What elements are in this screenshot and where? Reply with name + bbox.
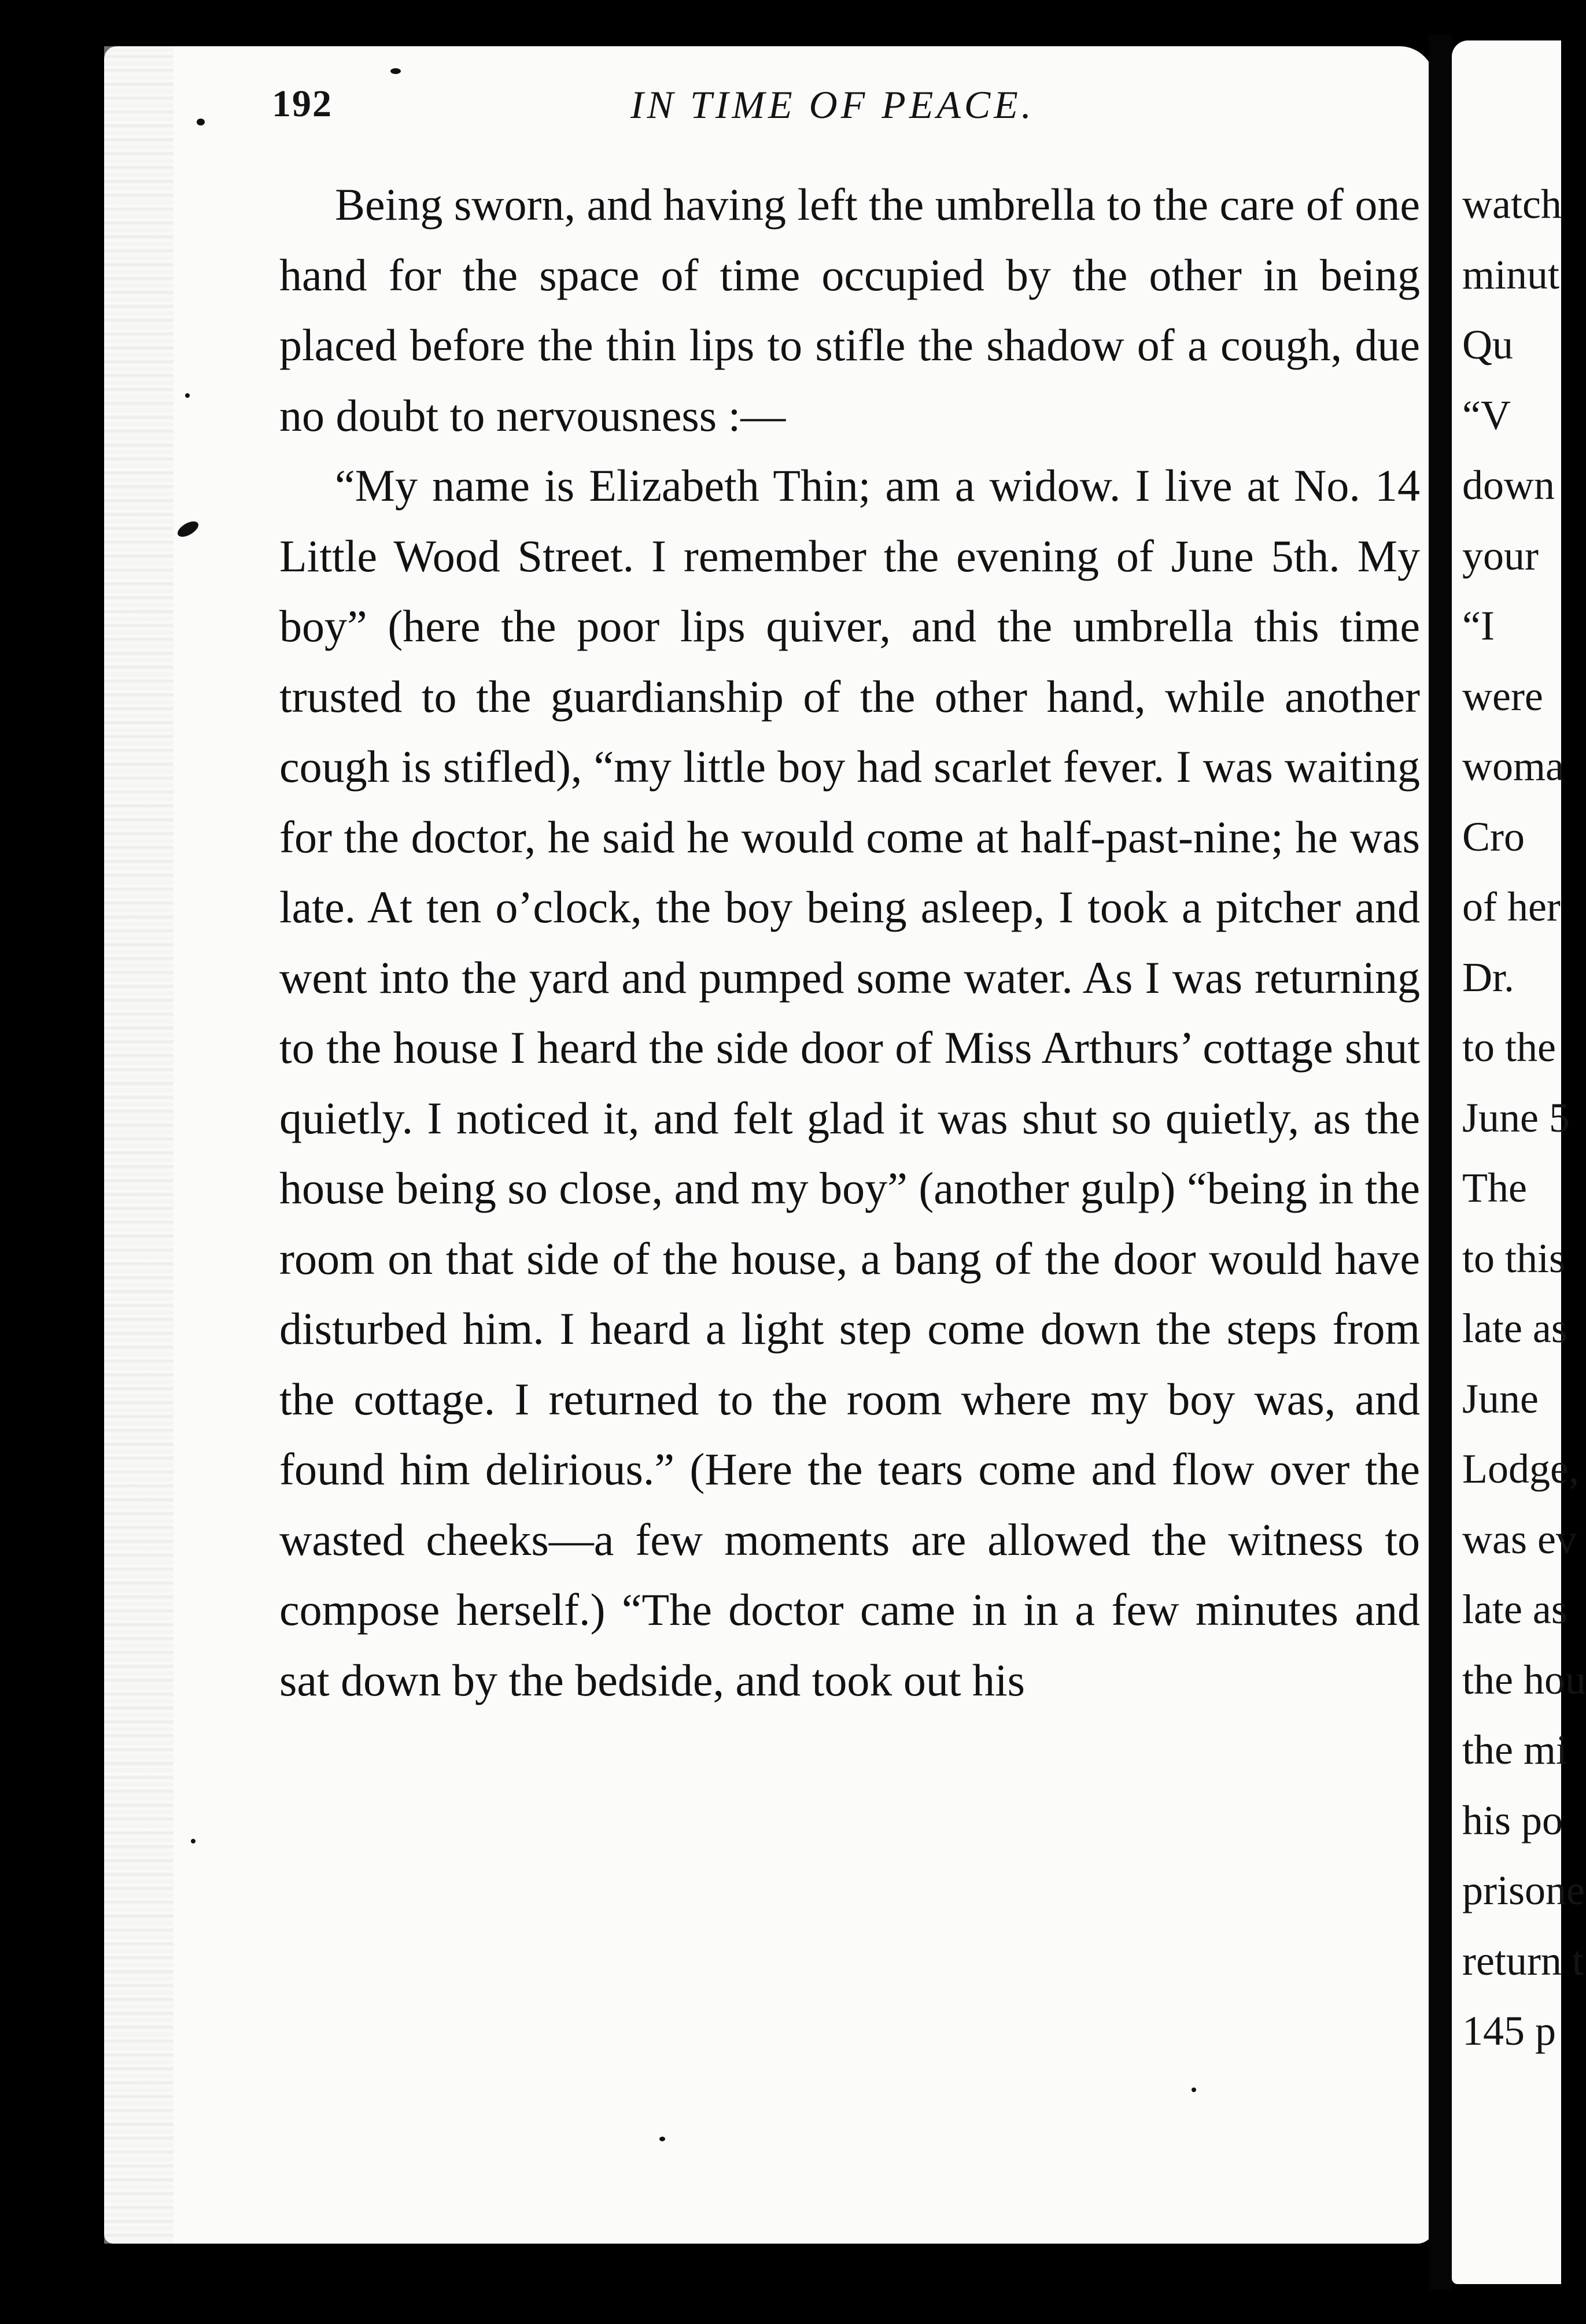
facing-line: prisone	[1462, 1867, 1585, 1913]
facing-line: the hou	[1462, 1656, 1586, 1703]
facing-line: watch	[1462, 181, 1562, 227]
facing-line: to this	[1462, 1235, 1566, 1281]
page-header	[272, 75, 1400, 139]
facing-line: late as	[1462, 1586, 1567, 1632]
facing-line: “I	[1462, 603, 1495, 649]
page-number: 192	[272, 83, 333, 125]
facing-line: his po	[1462, 1797, 1563, 1843]
facing-line: 145 p	[1462, 2008, 1556, 2054]
facing-line: down	[1462, 462, 1555, 508]
facing-line: Cro	[1462, 813, 1525, 860]
facing-page-text	[1462, 169, 1586, 2067]
running-head: IN TIME OF PEACE.	[630, 83, 1035, 127]
facing-line: woma	[1462, 743, 1564, 789]
facing-line: to the	[1462, 1024, 1556, 1070]
facing-line: late as	[1462, 1305, 1567, 1351]
facing-line: June 5	[1462, 1094, 1570, 1141]
page-body-text	[279, 169, 1420, 1715]
facing-line: Dr.	[1462, 954, 1514, 1000]
facing-line: minut	[1462, 251, 1560, 298]
book-gutter	[1429, 35, 1452, 2290]
facing-line: the mi	[1462, 1727, 1567, 1773]
paragraph-1: Being sworn, and having left the umbrella to the care of one hand for the space of time occupied by the other in being placed before the thin lips to stifle the shadow of a cough, due no doubt to nervousness :—	[279, 179, 1420, 441]
facing-line: your	[1462, 532, 1539, 579]
scan-speck	[185, 393, 190, 398]
scan-speck	[390, 68, 401, 74]
page-edge-shading	[104, 46, 174, 2244]
facing-line: was ev	[1462, 1516, 1577, 1562]
scan-speck	[191, 1839, 196, 1843]
paragraph-2: “My name is Elizabeth Thin; am a widow. I live at No. 14 Little Wood Street. I remember the evening of June 5th. My boy” (here the poor lips quiver, and the umbrella this time trusted to the guardianship of the other hand, while another cough is stifled), “my little boy had scarlet fever. I was waiting for the doctor, he said he would come at half-past-nine; he was late. At ten o’clock, the boy being asleep, I took a pitcher and went into the yard and pumped some water. As I was returning to the house I heard the side door of Miss Arthurs’ cottage shut quietly. I noticed it, and felt glad it was shut so quietly, as the house being so close, and my boy” (another gulp) “being in the room on that side of the house, a bang of the door would have disturbed him. I heard a light step come down the steps from the cottage. I returned to the room where my boy was, and found him delirious.” (Here the tears come and flow over the wasted cheeks—a few moments are allowed the witness to compose herself.) “The doctor came in in a few minutes and sat down by the bedside, and took out his	[279, 460, 1420, 1705]
facing-line: of her	[1462, 884, 1561, 930]
scan-speck	[197, 119, 205, 125]
facing-line: were	[1462, 673, 1543, 719]
facing-line: The	[1462, 1165, 1527, 1211]
scan-speck	[1192, 2087, 1196, 2092]
facing-line: Lodge,	[1462, 1446, 1579, 1492]
scan-speck	[659, 2137, 665, 2141]
facing-line: “V	[1462, 391, 1511, 438]
facing-line: return t	[1462, 1937, 1584, 1984]
facing-line: June	[1462, 1375, 1539, 1422]
facing-line: Qu	[1462, 322, 1513, 368]
